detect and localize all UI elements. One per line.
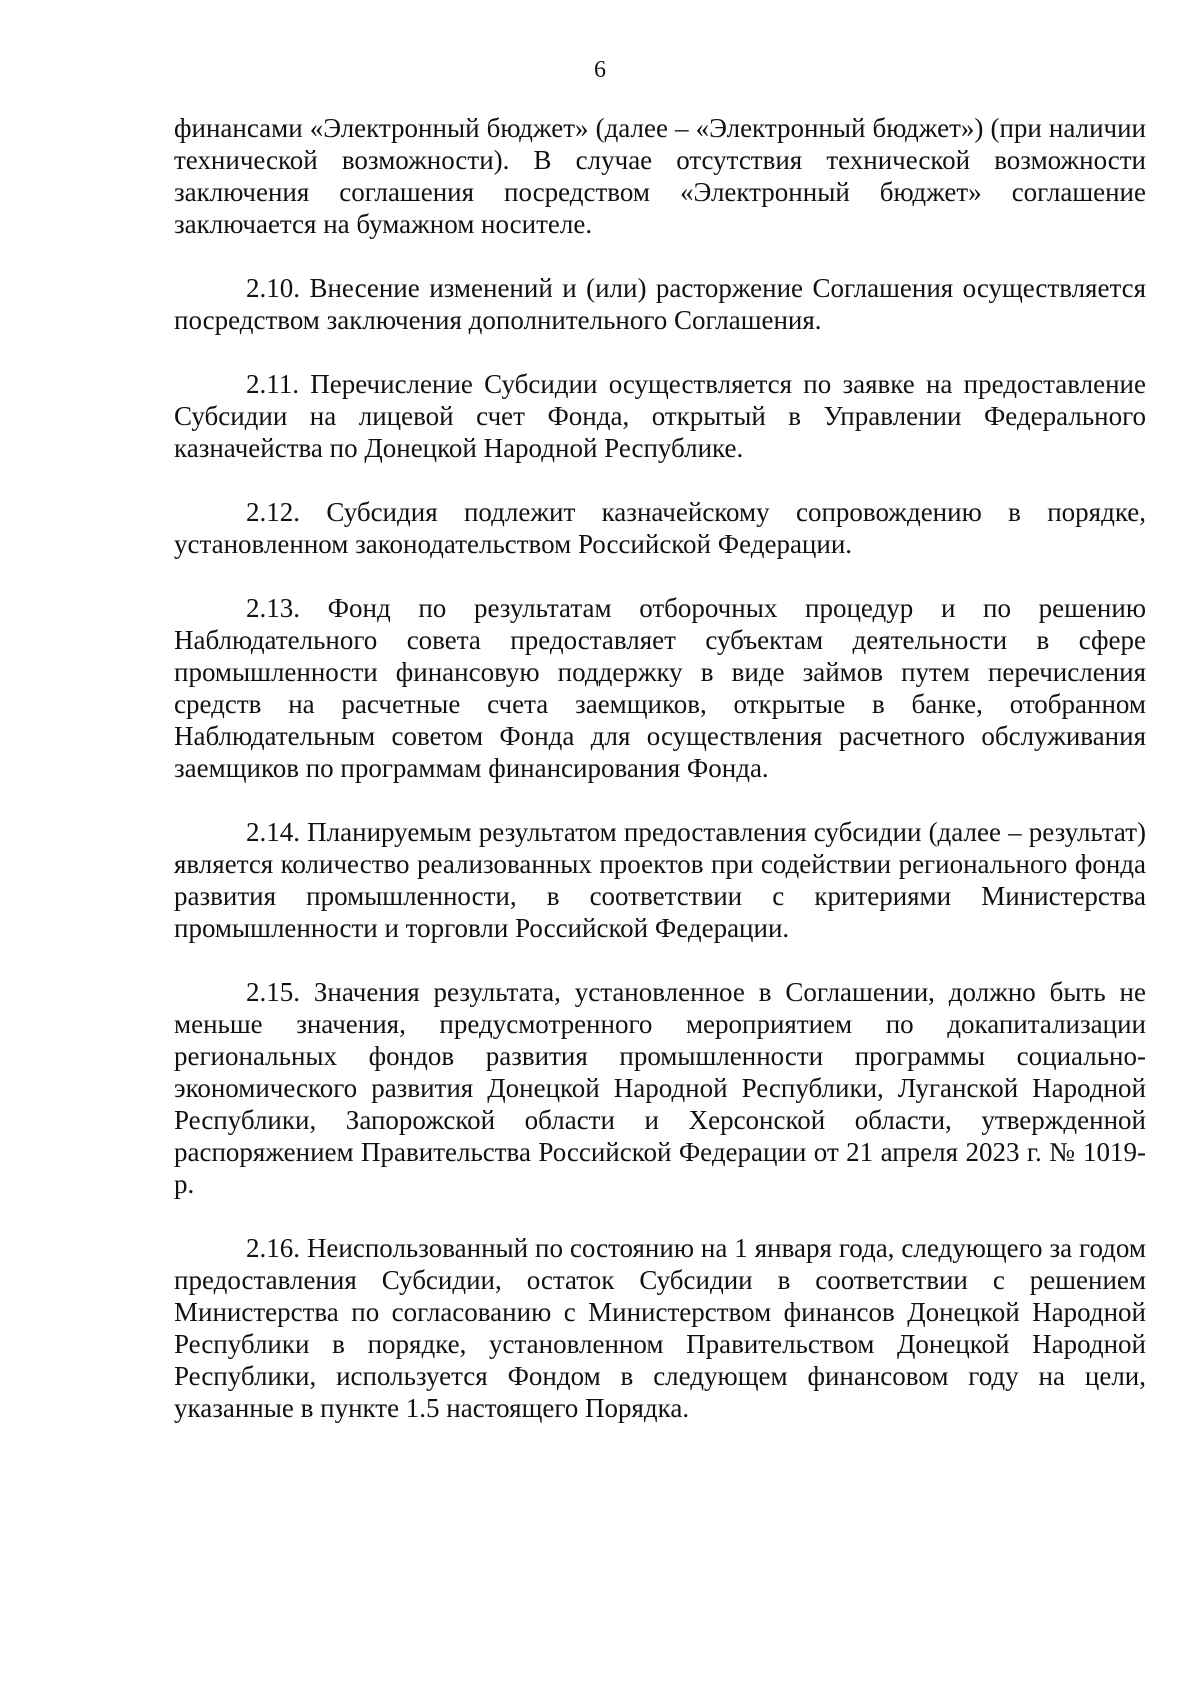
paragraph-continuation: финансами «Электронный бюджет» (далее – «Электронный бюджет») (при наличии технической возможности). В случае отсутствия технической возможности заключения соглашения посредством «Электронный бюджет» соглашение заключается на бумажном носителе. xyxy=(174,113,1146,239)
document-body xyxy=(174,112,1146,1456)
paragraph-2-14: 2.14. Планируемым результатом предоставления субсидии (далее – результат) является количество реализованных проектов при содействии регионального фонда развития промышленности, в соответствии с критериями Министерства промышленности и торговли Российской Федерации. xyxy=(174,817,1146,943)
paragraph-2-13: 2.13. Фонд по результатам отборочных процедур и по решению Наблюдательного совета предоставляет субъектам деятельности в сфере промышленности финансовую поддержку в виде займов путем перечисления средств на расчетные счета заемщиков, открытые в банке, отобранном Наблюдательным советом Фонда для осуществления расчетного обслуживания заемщиков по программам финансирования Фонда. xyxy=(174,593,1146,783)
paragraph-2-11: 2.11. Перечисление Субсидии осуществляется по заявке на предоставление Субсидии на лицевой счет Фонда, открытый в Управлении Федерального казначейства по Донецкой Народной Республике. xyxy=(174,369,1146,463)
paragraph-2-16: 2.16. Неиспользованный по состоянию на 1 января года, следующего за годом предоставления Субсидии, остаток Субсидии в соответствии с решением Министерства по согласованию с Министерством финансов Донецкой Народной Республики в порядке, установленном Правительством Донецкой Народной Республики, используется Фондом в следующем финансовом году на цели, указанные в пункте 1.5 настоящего Порядка. xyxy=(174,1233,1146,1423)
paragraph-2-15: 2.15. Значения результата, установленное в Соглашении, должно быть не меньше значения, предусмотренного мероприятием по докапитализации региональных фондов развития промышленности программы социально-экономического развития Донецкой Народной Республики, Луганской Народной Республики, Запорожской области и Херсонской области, утвержденной распоряжением Правительства Российской Федерации от 21 апреля 2023 г. № 1019-р. xyxy=(174,977,1146,1199)
paragraph-2-10: 2.10. Внесение изменений и (или) расторжение Соглашения осуществляется посредством заключения дополнительного Соглашения. xyxy=(174,273,1146,335)
paragraph-2-12: 2.12. Субсидия подлежит казначейскому сопровождению в порядке, установленном законодательством Российской Федерации. xyxy=(174,497,1146,559)
page-number: 6 xyxy=(594,57,606,83)
